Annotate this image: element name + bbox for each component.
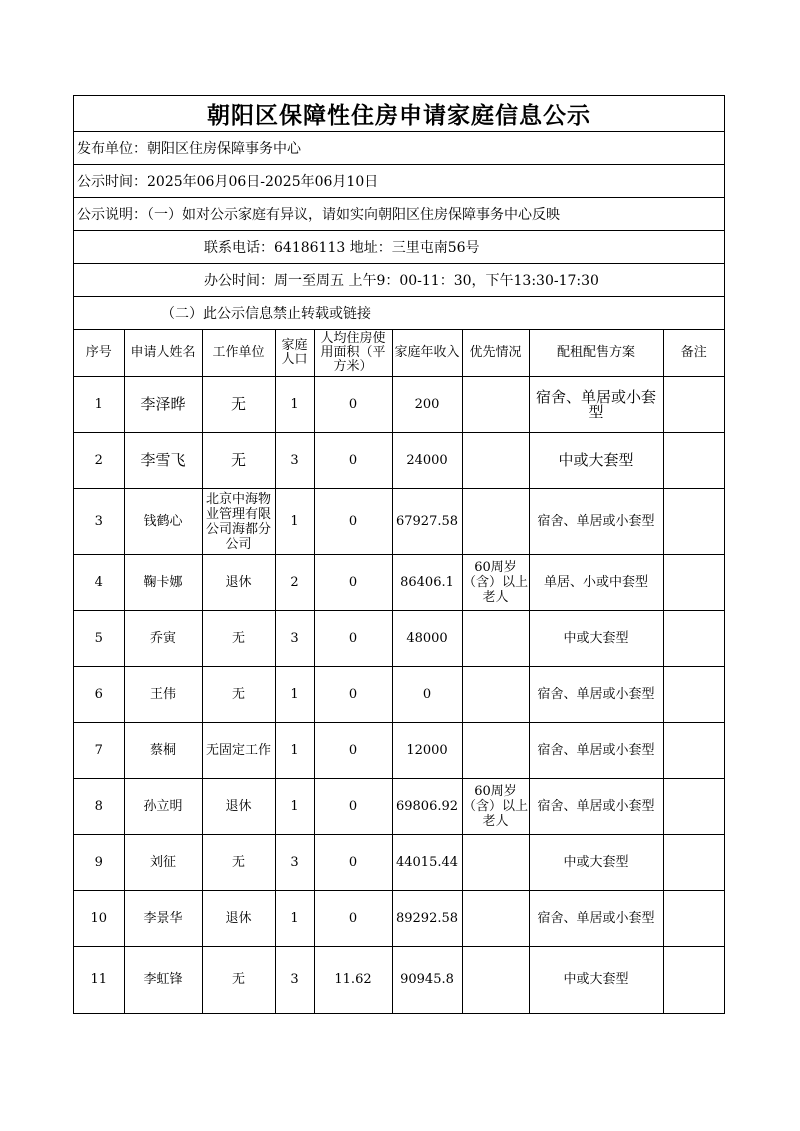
employer-cell: 无 (202, 377, 275, 433)
table-row (74, 667, 724, 723)
area-per-person-cell: 0 (314, 835, 392, 891)
row-number-cell: 3 (74, 489, 124, 555)
row-number-cell: 9 (74, 835, 124, 891)
priority-status-cell (462, 611, 529, 667)
housing-plan-cell: 宿舍、单居或小套型 (529, 667, 663, 723)
employer-cell: 北京中海物业管理有限公司海都分公司 (202, 489, 275, 555)
family-size-cell: 3 (275, 835, 314, 891)
annual-income-cell: 67927.58 (392, 489, 462, 555)
applicant-name-cell: 王伟 (124, 667, 202, 723)
header-cell: 序号 (74, 330, 124, 377)
remark-cell (663, 377, 724, 433)
header-cell: 申请人姓名 (124, 330, 202, 377)
family-size-cell: 1 (275, 489, 314, 555)
housing-plan-cell: 宿舍、单居或小套型 (529, 779, 663, 835)
row-number-cell: 5 (74, 611, 124, 667)
row-number-cell: 4 (74, 555, 124, 611)
housing-plan-cell: 宿舍、单居或小套型 (529, 891, 663, 947)
table-row (74, 377, 724, 433)
employer-cell: 退休 (202, 555, 275, 611)
remark-cell (663, 835, 724, 891)
header-cell: 优先情况 (462, 330, 529, 377)
applicant-name-cell: 钱鹤心 (124, 489, 202, 555)
area-per-person-cell: 0 (314, 667, 392, 723)
publisher-line: 发布单位：朝阳区住房保障事务中心 (74, 132, 724, 165)
priority-status-cell: 60周岁（含）以上老人 (462, 555, 529, 611)
remark-cell (663, 489, 724, 555)
period-line: 公示时间：2025年06月06日-2025年06月10日 (74, 165, 724, 198)
area-per-person-cell: 0 (314, 723, 392, 779)
table-row (74, 723, 724, 779)
row-number-cell: 7 (74, 723, 124, 779)
priority-status-cell (462, 433, 529, 489)
table-row (74, 489, 724, 555)
applicant-table (74, 330, 724, 1013)
annual-income-cell: 48000 (392, 611, 462, 667)
remark-cell (663, 667, 724, 723)
family-size-cell: 1 (275, 667, 314, 723)
notes-line-2: 联系电话：64186113 地址：三里屯南56号 (74, 231, 724, 264)
row-number-cell: 11 (74, 947, 124, 1013)
notice-sheet (73, 95, 725, 1014)
area-per-person-cell: 0 (314, 555, 392, 611)
housing-plan-cell: 单居、小或中套型 (529, 555, 663, 611)
area-per-person-cell: 0 (314, 489, 392, 555)
applicant-name-cell: 李虹锋 (124, 947, 202, 1013)
priority-status-cell: 60周岁（含）以上老人 (462, 779, 529, 835)
annual-income-cell: 12000 (392, 723, 462, 779)
employer-cell: 退休 (202, 779, 275, 835)
employer-cell: 无 (202, 667, 275, 723)
notes-line-1: 公示说明：（一）如对公示家庭有异议，请如实向朝阳区住房保障事务中心反映 (74, 198, 724, 231)
family-size-cell: 3 (275, 947, 314, 1013)
remark-cell (663, 723, 724, 779)
remark-cell (663, 947, 724, 1013)
applicant-name-cell: 孙立明 (124, 779, 202, 835)
housing-plan-cell: 宿舍、单居或小套型 (529, 723, 663, 779)
table-row (74, 947, 724, 1013)
applicant-name-cell: 李雪飞 (124, 433, 202, 489)
housing-plan-cell: 宿舍、单居或小套型 (529, 489, 663, 555)
priority-status-cell (462, 667, 529, 723)
area-per-person-cell: 0 (314, 611, 392, 667)
family-size-cell: 1 (275, 723, 314, 779)
row-number-cell: 2 (74, 433, 124, 489)
housing-plan-cell: 中或大套型 (529, 835, 663, 891)
header-cell: 备注 (663, 330, 724, 377)
family-size-cell: 3 (275, 433, 314, 489)
applicant-name-cell: 李景华 (124, 891, 202, 947)
area-per-person-cell: 0 (314, 779, 392, 835)
employer-cell: 退休 (202, 891, 275, 947)
employer-cell: 无固定工作 (202, 723, 275, 779)
applicant-name-cell: 蔡桐 (124, 723, 202, 779)
page-title: 朝阳区保障性住房申请家庭信息公示 (74, 96, 724, 132)
area-per-person-cell: 0 (314, 433, 392, 489)
applicant-name-cell: 鞠卡娜 (124, 555, 202, 611)
priority-status-cell (462, 489, 529, 555)
annual-income-cell: 69806.92 (392, 779, 462, 835)
housing-plan-cell: 宿舍、单居或小套型 (529, 377, 663, 433)
remark-cell (663, 555, 724, 611)
table-row (74, 779, 724, 835)
housing-plan-cell: 中或大套型 (529, 611, 663, 667)
header-cell: 工作单位 (202, 330, 275, 377)
header-cell: 人均住房使用面积（平方米） (314, 330, 392, 377)
employer-cell: 无 (202, 947, 275, 1013)
row-number-cell: 8 (74, 779, 124, 835)
annual-income-cell: 90945.8 (392, 947, 462, 1013)
annual-income-cell: 44015.44 (392, 835, 462, 891)
applicant-name-cell: 李泽晔 (124, 377, 202, 433)
annual-income-cell: 0 (392, 667, 462, 723)
remark-cell (663, 891, 724, 947)
priority-status-cell (462, 835, 529, 891)
remark-cell (663, 433, 724, 489)
area-per-person-cell: 0 (314, 891, 392, 947)
priority-status-cell (462, 891, 529, 947)
family-size-cell: 1 (275, 377, 314, 433)
housing-plan-cell: 中或大套型 (529, 433, 663, 489)
priority-status-cell (462, 947, 529, 1013)
family-size-cell: 3 (275, 611, 314, 667)
annual-income-cell: 24000 (392, 433, 462, 489)
priority-status-cell (462, 377, 529, 433)
table-row (74, 835, 724, 891)
annual-income-cell: 200 (392, 377, 462, 433)
table-row (74, 891, 724, 947)
header-cell: 配租配售方案 (529, 330, 663, 377)
applicant-name-cell: 刘征 (124, 835, 202, 891)
header-cell: 家庭人口 (275, 330, 314, 377)
notes-line-4: （二）此公示信息禁止转载或链接 (74, 297, 724, 330)
family-size-cell: 2 (275, 555, 314, 611)
row-number-cell: 1 (74, 377, 124, 433)
annual-income-cell: 86406.1 (392, 555, 462, 611)
notes-line-3: 办公时间：周一至周五 上午9：00-11：30，下午13:30-17:30 (74, 264, 724, 297)
row-number-cell: 10 (74, 891, 124, 947)
applicant-name-cell: 乔寅 (124, 611, 202, 667)
table-row (74, 433, 724, 489)
remark-cell (663, 779, 724, 835)
remark-cell (663, 611, 724, 667)
priority-status-cell (462, 723, 529, 779)
row-number-cell: 6 (74, 667, 124, 723)
area-per-person-cell: 0 (314, 377, 392, 433)
annual-income-cell: 89292.58 (392, 891, 462, 947)
employer-cell: 无 (202, 433, 275, 489)
area-per-person-cell: 11.62 (314, 947, 392, 1013)
employer-cell: 无 (202, 611, 275, 667)
employer-cell: 无 (202, 835, 275, 891)
family-size-cell: 1 (275, 779, 314, 835)
header-cell: 家庭年收入 (392, 330, 462, 377)
housing-plan-cell: 中或大套型 (529, 947, 663, 1013)
table-row (74, 555, 724, 611)
table-header-row (74, 330, 724, 377)
table-row (74, 611, 724, 667)
family-size-cell: 1 (275, 891, 314, 947)
